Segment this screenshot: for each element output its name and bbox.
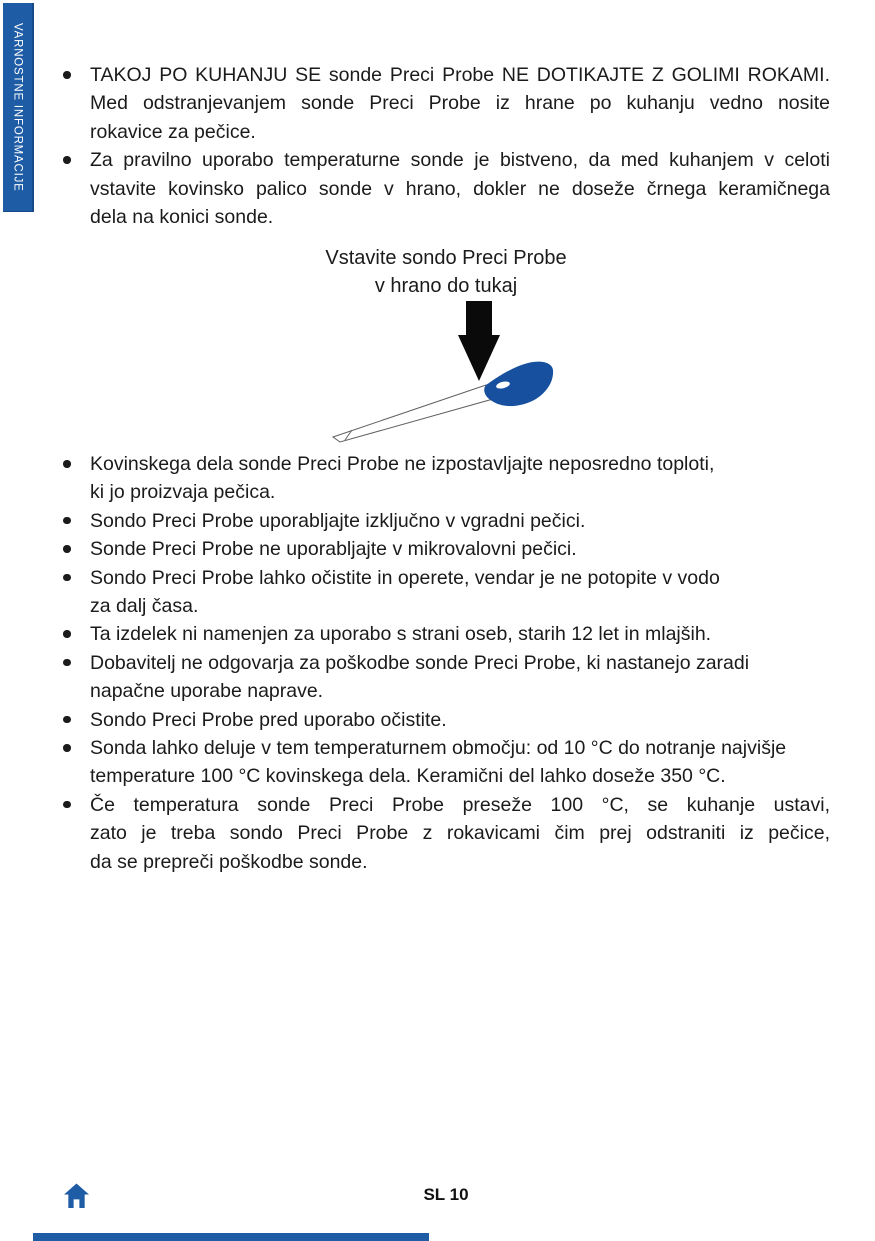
bullet-item: [62, 620, 830, 648]
bullet-line: rokavice za pečice.: [90, 120, 256, 143]
figure-caption: [62, 244, 830, 300]
down-arrow-icon: [458, 301, 500, 381]
probe-handle: [484, 362, 553, 406]
bullet-line: Ta izdelek ni namenjen za uporabo s strani oseb, starih 12 let in mlajših.: [90, 623, 712, 646]
bullet-line: Sondo Preci Probe pred uporabo očistite.: [90, 708, 447, 731]
bullet-item: [62, 791, 830, 876]
bullet-line: vstavite kovinsko palico sonde v hrano, dokler ne doseže črnega keramičnega: [90, 177, 830, 200]
figure-caption-line2: v hrano do tukaj: [374, 275, 518, 297]
bullet-item: [62, 706, 830, 734]
bullet-line: TAKOJ PO KUHANJU SE sonde Preci Probe NE DOTIKAJTE Z GOLIMI ROKAMI.: [90, 64, 830, 86]
bullet-line: Med odstranjevanjem sonde Preci Probe iz hrane po kuhanju vedno nosite: [90, 92, 830, 115]
bullet-line: Sondo Preci Probe lahko očistite in operete, vendar je ne potopite v vodo: [90, 566, 720, 589]
bullet-item: [62, 535, 830, 563]
bullet-item: [62, 146, 830, 231]
bullet-line: napačne uporabe naprave.: [90, 680, 324, 703]
bullet-line: da se prepreči poškodbe sonde.: [90, 850, 368, 873]
page-number: SL 10: [423, 1185, 469, 1204]
probe-illustration: [300, 293, 580, 445]
footer-rule: [33, 1233, 429, 1241]
safety-bullets-top: [62, 61, 830, 231]
bullet-line: za dalj časa.: [90, 595, 199, 618]
bullet-line: Kovinskega dela sonde Preci Probe ne izpostavljajte neposredno toploti,: [90, 453, 715, 475]
bullet-item: [62, 649, 830, 706]
probe-needle: [333, 385, 493, 442]
bullet-line: Za pravilno uporabo temperaturne sonde je bistveno, da med kuhanjem v celoti: [90, 149, 830, 172]
bullet-line: Sonda lahko deluje v tem temperaturnem območju: od 10 °C do notranje najvišje: [90, 737, 787, 760]
figure-caption-line1: Vstavite sondo Preci Probe: [325, 247, 567, 269]
bullet-line: Če temperatura sonde Preci Probe preseže 100 °C, se kuhanje ustavi,: [90, 793, 830, 816]
bullet-line: zato je treba sondo Preci Probe z rokavicami čim prej odstraniti iz pečice,: [90, 822, 830, 845]
bullet-item: [62, 734, 830, 791]
section-tab: [3, 3, 34, 212]
bullet-line: Sonde Preci Probe ne uporabljajte v mikrovalovni pečici.: [90, 538, 577, 561]
bullet-item: [62, 61, 830, 146]
bullet-item: [62, 450, 830, 507]
bullet-line: dela na konici sonde.: [90, 206, 274, 229]
bullet-line: Sondo Preci Probe uporabljajte izključno v vgradni pečici.: [90, 509, 586, 532]
bullet-line: Dobavitelj ne odgovarja za poškodbe sonde Preci Probe, ki nastanejo zaradi: [90, 651, 750, 674]
bullet-line: ki jo proizvaja pečica.: [90, 481, 276, 504]
bullet-item: [62, 564, 830, 621]
section-tab-label: VARNOSTNE INFORMACIJE: [11, 22, 24, 192]
safety-bullets-bottom: [62, 450, 830, 876]
bullet-item: [62, 507, 830, 535]
bullet-line: temperature 100 °C kovinskega dela. Keramični del lahko doseže 350 °C.: [90, 765, 726, 788]
